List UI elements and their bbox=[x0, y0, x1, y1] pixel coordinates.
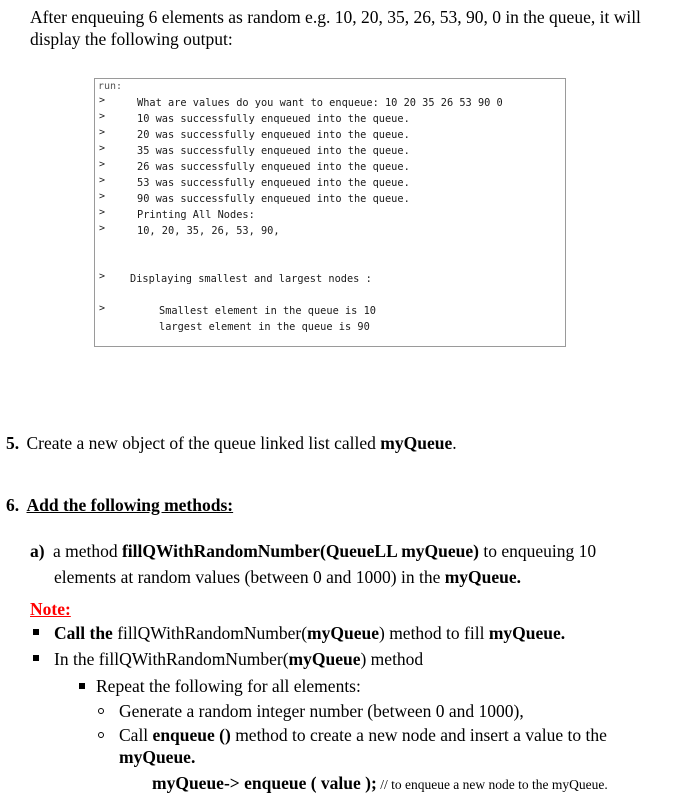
circle-bullet-2-line-2: myQueue. bbox=[119, 747, 196, 767]
circle-bullet-2-rest: method to create a new node and insert a value to the bbox=[230, 725, 607, 745]
item-a-line-2-bold: myQueue. bbox=[444, 567, 522, 587]
code-example bbox=[152, 772, 608, 796]
console-output bbox=[94, 78, 566, 347]
item-a-line-2 bbox=[54, 566, 521, 588]
circle-bullet-2-call: Call bbox=[119, 725, 153, 745]
console-display-line: Displaying smallest and largest nodes : bbox=[130, 273, 372, 285]
item-a-method: fillQWithRandomNumber(QueueLL myQueue) bbox=[121, 541, 479, 561]
circle-bullet-icon bbox=[98, 732, 104, 738]
item-a-text-2: to enqueuing 10 bbox=[478, 541, 597, 561]
prompt-marker: > bbox=[99, 223, 106, 234]
item-5-text: Create a new object of the queue linked list called bbox=[26, 433, 381, 453]
bullet-1-rest: method to fill bbox=[384, 623, 489, 643]
prompt-marker: > bbox=[99, 127, 106, 138]
bullet-1-method: fillQWithRandomNumber( bbox=[117, 623, 308, 643]
bullet-2-rest: ) method bbox=[360, 649, 424, 669]
item-a bbox=[30, 540, 596, 562]
item-a-line-2-text: elements at random values (between 0 and 1000) in the bbox=[54, 567, 445, 587]
bullet-2-bold: myQueue bbox=[288, 649, 361, 669]
item-a-label: a) bbox=[30, 541, 45, 561]
code-example-comment: // to enqueue a new node to the myQueue. bbox=[376, 777, 608, 792]
item-5-number: 5. bbox=[6, 433, 20, 453]
item-5 bbox=[6, 432, 457, 454]
prompt-marker: > bbox=[99, 175, 106, 186]
console-smallest-line: Smallest element in the queue is 10 bbox=[159, 305, 376, 317]
prompt-marker: > bbox=[99, 271, 106, 282]
circle-bullet-icon bbox=[98, 708, 104, 714]
console-line: 10, 20, 35, 26, 53, 90, bbox=[137, 225, 280, 237]
console-line: 10 was successfully enqueued into the queue. bbox=[137, 113, 410, 125]
item-6-number: 6. bbox=[6, 495, 20, 515]
console-line: 35 was successfully enqueued into the queue. bbox=[137, 145, 410, 157]
square-bullet-icon bbox=[33, 655, 39, 661]
item-6-title: Add the following methods: bbox=[26, 495, 234, 515]
console-line: Printing All Nodes: bbox=[137, 209, 255, 221]
item-a-text: a method bbox=[52, 541, 122, 561]
console-largest-line: largest element in the queue is 90 bbox=[159, 321, 370, 333]
item-5-bold: myQueue bbox=[380, 433, 453, 453]
prompt-marker: > bbox=[99, 111, 106, 122]
bullet-1 bbox=[54, 622, 565, 644]
run-label: run: bbox=[98, 81, 123, 92]
bullet-2 bbox=[54, 648, 423, 670]
prompt-marker: > bbox=[99, 191, 106, 202]
circle-bullet-2 bbox=[119, 724, 607, 746]
square-bullet-icon bbox=[33, 629, 39, 635]
circle-bullet-1: Generate a random integer number (between 0 and 1000), bbox=[119, 701, 524, 721]
console-line: 26 was successfully enqueued into the queue. bbox=[137, 161, 410, 173]
console-line: 20 was successfully enqueued into the queue. bbox=[137, 129, 410, 141]
square-bullet-icon bbox=[79, 683, 85, 689]
bullet-1-close: ) bbox=[378, 623, 385, 643]
bullet-2-text: In the fillQWithRandomNumber( bbox=[54, 649, 289, 669]
prompt-marker: > bbox=[99, 303, 106, 314]
bullet-1-bold: myQueue bbox=[307, 623, 379, 643]
bullet-3: Repeat the following for all elements: bbox=[96, 676, 361, 696]
bullet-1-end: myQueue. bbox=[488, 623, 566, 643]
console-line: 90 was successfully enqueued into the queue. bbox=[137, 193, 410, 205]
item-6 bbox=[6, 494, 233, 516]
prompt-marker: > bbox=[99, 159, 106, 170]
item-5-end: . bbox=[452, 433, 457, 453]
prompt-marker: > bbox=[99, 207, 106, 218]
prompt-marker: > bbox=[99, 95, 106, 106]
note-label: Note: bbox=[30, 599, 71, 619]
intro-paragraph: After enqueuing 6 elements as random e.g. 10, 20, 35, 26, 53, 90, 0 in the queue, it will display the following output: bbox=[30, 7, 641, 49]
prompt-marker: > bbox=[99, 143, 106, 154]
bullet-1-call: Call the bbox=[54, 623, 118, 643]
console-line: What are values do you want to enqueue: 10 20 35 26 53 90 0 bbox=[137, 97, 503, 109]
code-example-text: myQueue-> enqueue ( value ); bbox=[152, 773, 377, 793]
console-line: 53 was successfully enqueued into the queue. bbox=[137, 177, 410, 189]
circle-bullet-2-bold: enqueue () bbox=[152, 725, 231, 745]
